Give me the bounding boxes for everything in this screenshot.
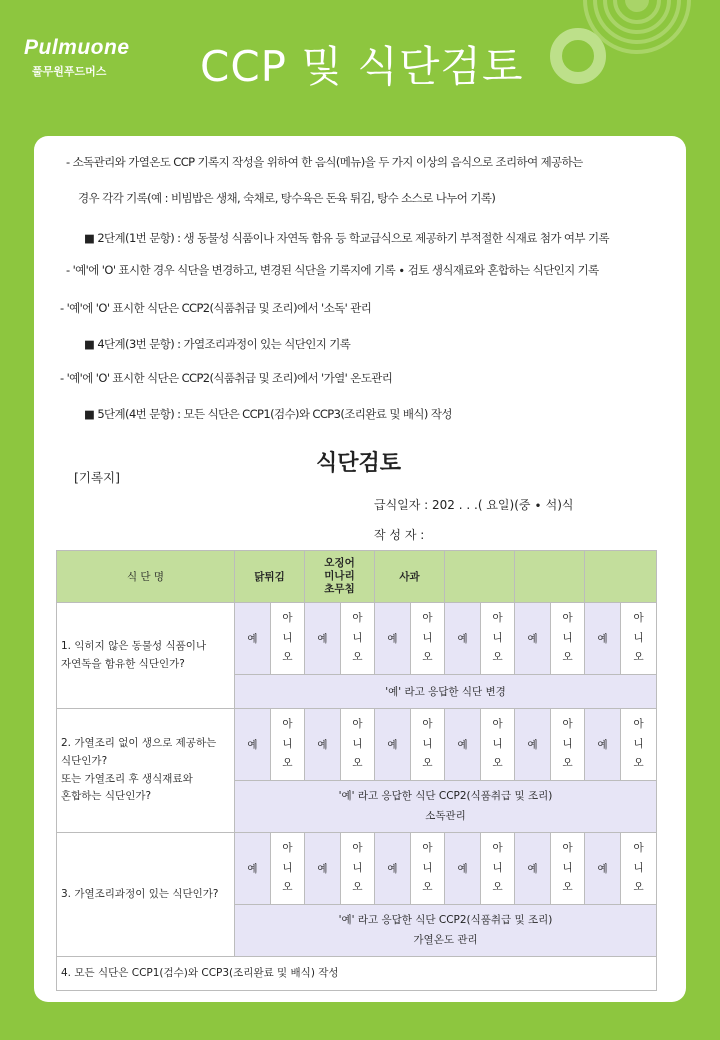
question-4: 4. 모든 식단은 CCP1(검수)와 CCP3(조리완료 및 배식) 작성 — [57, 957, 657, 991]
yes-option[interactable]: 예 — [585, 833, 621, 905]
sheet-title: 식단검토 — [316, 451, 402, 476]
no-option[interactable]: 아 니 오 — [481, 833, 515, 905]
no-option[interactable]: 아 니 오 — [551, 833, 585, 905]
instruction-line: - '예'에 'O' 표시한 경우 식단을 변경하고, 변경된 식단을 기록지에 기록 ∙ 검토 생식재료와 혼합하는 식단인지 기록 — [66, 263, 599, 277]
no-option[interactable]: 아 니 오 — [411, 709, 445, 781]
yes-option[interactable]: 예 — [445, 833, 481, 905]
yes-option[interactable]: 예 — [305, 709, 341, 781]
yes-option[interactable]: 예 — [585, 603, 621, 675]
no-option[interactable]: 아 니 오 — [621, 833, 657, 905]
menu-name-cell[interactable] — [585, 551, 657, 603]
question-3-note: '예' 라고 응답한 식단 CCP2(식품취급 및 조리) 가열온도 관리 — [235, 905, 657, 957]
no-option[interactable]: 아 니 오 — [411, 833, 445, 905]
question-2-note: '예' 라고 응답한 식단 CCP2(식품취급 및 조리) 소독관리 — [235, 781, 657, 833]
instruction-line: ■ 5단계(4번 문항) : 모든 식단은 CCP1(검수)와 CCP3(조리완료 및 배식) 작성 — [84, 407, 452, 421]
serving-date-field[interactable]: 급식일자 : 202 . . .( 요일)(중 ∙ 석)식 — [374, 498, 574, 512]
yes-option[interactable]: 예 — [305, 833, 341, 905]
header-menu-name: 식 단 명 — [57, 551, 235, 603]
menu-name-cell[interactable] — [515, 551, 585, 603]
menu-name-cell[interactable]: 오징어 미나리 초무침 — [305, 551, 375, 603]
logo — [24, 36, 130, 79]
page-title: CCP 및 식단검토 — [200, 42, 524, 91]
instruction-line: - 소독관리와 가열온도 CCP 기록지 작성을 위하여 한 음식(메뉴)을 두 가지 이상의 음식으로 조리하여 제공하는 — [66, 155, 583, 169]
no-option[interactable]: 아 니 오 — [621, 709, 657, 781]
yes-option[interactable]: 예 — [515, 833, 551, 905]
no-option[interactable]: 아 니 오 — [271, 709, 305, 781]
no-option[interactable]: 아 니 오 — [341, 603, 375, 675]
yes-option[interactable]: 예 — [235, 833, 271, 905]
writer-field[interactable]: 작 성 자 : — [374, 528, 425, 542]
record-label: [기록지] — [74, 470, 120, 485]
no-option[interactable]: 아 니 오 — [551, 709, 585, 781]
no-option[interactable]: 아 니 오 — [341, 833, 375, 905]
menu-review-table — [56, 550, 657, 991]
logo-subtitle: 풀무원푸드머스 — [32, 65, 107, 78]
yes-option[interactable]: 예 — [375, 603, 411, 675]
no-option[interactable]: 아 니 오 — [551, 603, 585, 675]
yes-option[interactable]: 예 — [375, 709, 411, 781]
yes-option[interactable]: 예 — [375, 833, 411, 905]
question-3: 3. 가열조리과정이 있는 식단인가? — [57, 833, 235, 957]
no-option[interactable]: 아 니 오 — [621, 603, 657, 675]
yes-option[interactable]: 예 — [515, 603, 551, 675]
question-1-note: '예' 라고 응답한 식단 변경 — [235, 675, 657, 709]
question-1: 1. 익히지 않은 동물성 식품이나 자연독을 함유한 식단인가? — [57, 603, 235, 709]
instruction-line: - '예'에 'O' 표시한 식단은 CCP2(식품취급 및 조리)에서 '소독' 관리 — [60, 301, 372, 315]
no-option[interactable]: 아 니 오 — [271, 833, 305, 905]
yes-option[interactable]: 예 — [585, 709, 621, 781]
instruction-line: 경우 각각 기록(예 : 비빔밥은 생채, 숙채로, 탕수육은 돈육 튀김, 탕수 소스로 나누어 기록) — [78, 191, 496, 205]
no-option[interactable]: 아 니 오 — [271, 603, 305, 675]
logo-wordmark: Pulmuone — [24, 36, 130, 59]
yes-option[interactable]: 예 — [515, 709, 551, 781]
yes-option[interactable]: 예 — [305, 603, 341, 675]
menu-name-cell[interactable]: 사과 — [375, 551, 445, 603]
question-2: 2. 가열조리 없이 생으로 제공하는 식단인가? 또는 가열조리 후 생식재료와 혼합하는 식단인가? — [57, 709, 235, 833]
yes-option[interactable]: 예 — [235, 603, 271, 675]
menu-name-cell[interactable] — [445, 551, 515, 603]
yes-option[interactable]: 예 — [445, 709, 481, 781]
no-option[interactable]: 아 니 오 — [341, 709, 375, 781]
instruction-line: ■ 2단계(1번 문항) : 생 동물성 식품이나 자연독 함유 등 학교급식으로 제공하기 부적절한 식재료 첨가 여부 기록 — [84, 231, 610, 245]
menu-name-cell[interactable]: 닭튀김 — [235, 551, 305, 603]
no-option[interactable]: 아 니 오 — [481, 603, 515, 675]
yes-option[interactable]: 예 — [235, 709, 271, 781]
instruction-line: - '예'에 'O' 표시한 식단은 CCP2(식품취급 및 조리)에서 '가열' 온도관리 — [60, 371, 393, 385]
no-option[interactable]: 아 니 오 — [481, 709, 515, 781]
no-option[interactable]: 아 니 오 — [411, 603, 445, 675]
ring-decoration — [548, 26, 608, 86]
instruction-line: ■ 4단계(3번 문항) : 가열조리과정이 있는 식단인지 기록 — [84, 337, 351, 351]
yes-option[interactable]: 예 — [445, 603, 481, 675]
